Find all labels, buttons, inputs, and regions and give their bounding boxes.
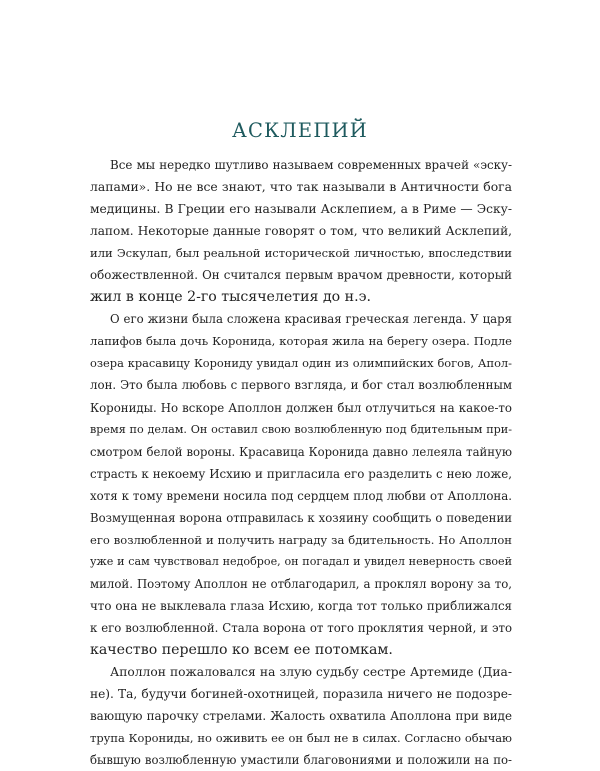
text-line: вающую парочку стрелами. Жалость охватила Аполлона при виде	[90, 709, 512, 724]
text-line: лон. Это была любовь с первого взгляда, и бог стал возлюбленным	[90, 378, 512, 393]
text-line: что она не выклевала глаза Исхию, когда тот только приближался	[90, 598, 512, 613]
text-line: жил в конце 2-го тысячелетия до н.э.	[90, 289, 371, 306]
text-line: к его возлюбленной. Стала ворона от того проклятия черной, и это	[90, 620, 512, 635]
text-line: смотром белой вороны. Красавица Коронида давно лелеяла тайную	[90, 444, 512, 459]
text-line: время по делам. Он оставил свою возлюбленную под бдительным при-	[90, 422, 512, 436]
text-line: его возлюбленной и получить награду за бдительность. Но Аполлон	[90, 532, 512, 547]
text-line: не). Та, будучи богиней-охотницей, поразила ничего не подозре-	[90, 687, 512, 702]
text-line: или Эскулап, был реальной исторической личностью, впоследствии	[90, 246, 512, 261]
text-line: страсть к некоему Исхию и пригласила его разделить с нею ложе,	[90, 466, 512, 481]
text-line: Корониды. Но вскоре Аполлон должен был отлучиться на какое-то	[90, 400, 512, 415]
chapter-title: АСКЛЕПИЙ	[232, 119, 368, 142]
text-line: озера красавицу Корониду увидал один из олимпийских богов, Апол-	[90, 356, 512, 371]
paragraph-first-line: Аполлон пожаловался на злую судьбу сестре Артемиде (Диа-	[110, 665, 512, 680]
text-line: качество перешло ко всем ее потомкам.	[90, 642, 393, 659]
text-line: лапами». Но не все знают, что так называли в Античности бога	[90, 180, 512, 195]
text-line: бывшую возлюбленную умастили благовониями и положили на по-	[90, 753, 512, 768]
text-line: милой. Поэтому Аполлон не отблагодарил, а проклял ворону за то,	[90, 576, 512, 591]
text-line: лапифов была дочь Коронида, которая жила на берегу озера. Подле	[90, 334, 512, 349]
text-line: хотя к тому времени носила под сердцем плод любви от Аполлона.	[90, 488, 512, 503]
chapter-body	[90, 154, 512, 771]
text-line: медицины. В Греции его называли Асклепием, а в Риме — Эску-	[90, 202, 512, 217]
text-line: трупа Корониды, но оживить ее он был не в силах. Согласно обычаю	[90, 731, 512, 746]
paragraph-first-line: Все мы нередко шутливо называем современных врачей «эску-	[110, 158, 512, 172]
text-line: уже и сам чувствовал недоброе, он погадал и увидел неверность своей	[90, 554, 512, 568]
text-line: лапом. Некоторые данные говорят о том, что великий Асклепий,	[90, 224, 512, 239]
paragraph-first-line: О его жизни была сложена красивая греческая легенда. У царя	[110, 312, 512, 327]
text-line: обожествленной. Он считался первым врачом древности, который	[90, 268, 512, 283]
text-line: Возмущенная ворона отправилась к хозяину сообщить о поведении	[90, 510, 512, 525]
